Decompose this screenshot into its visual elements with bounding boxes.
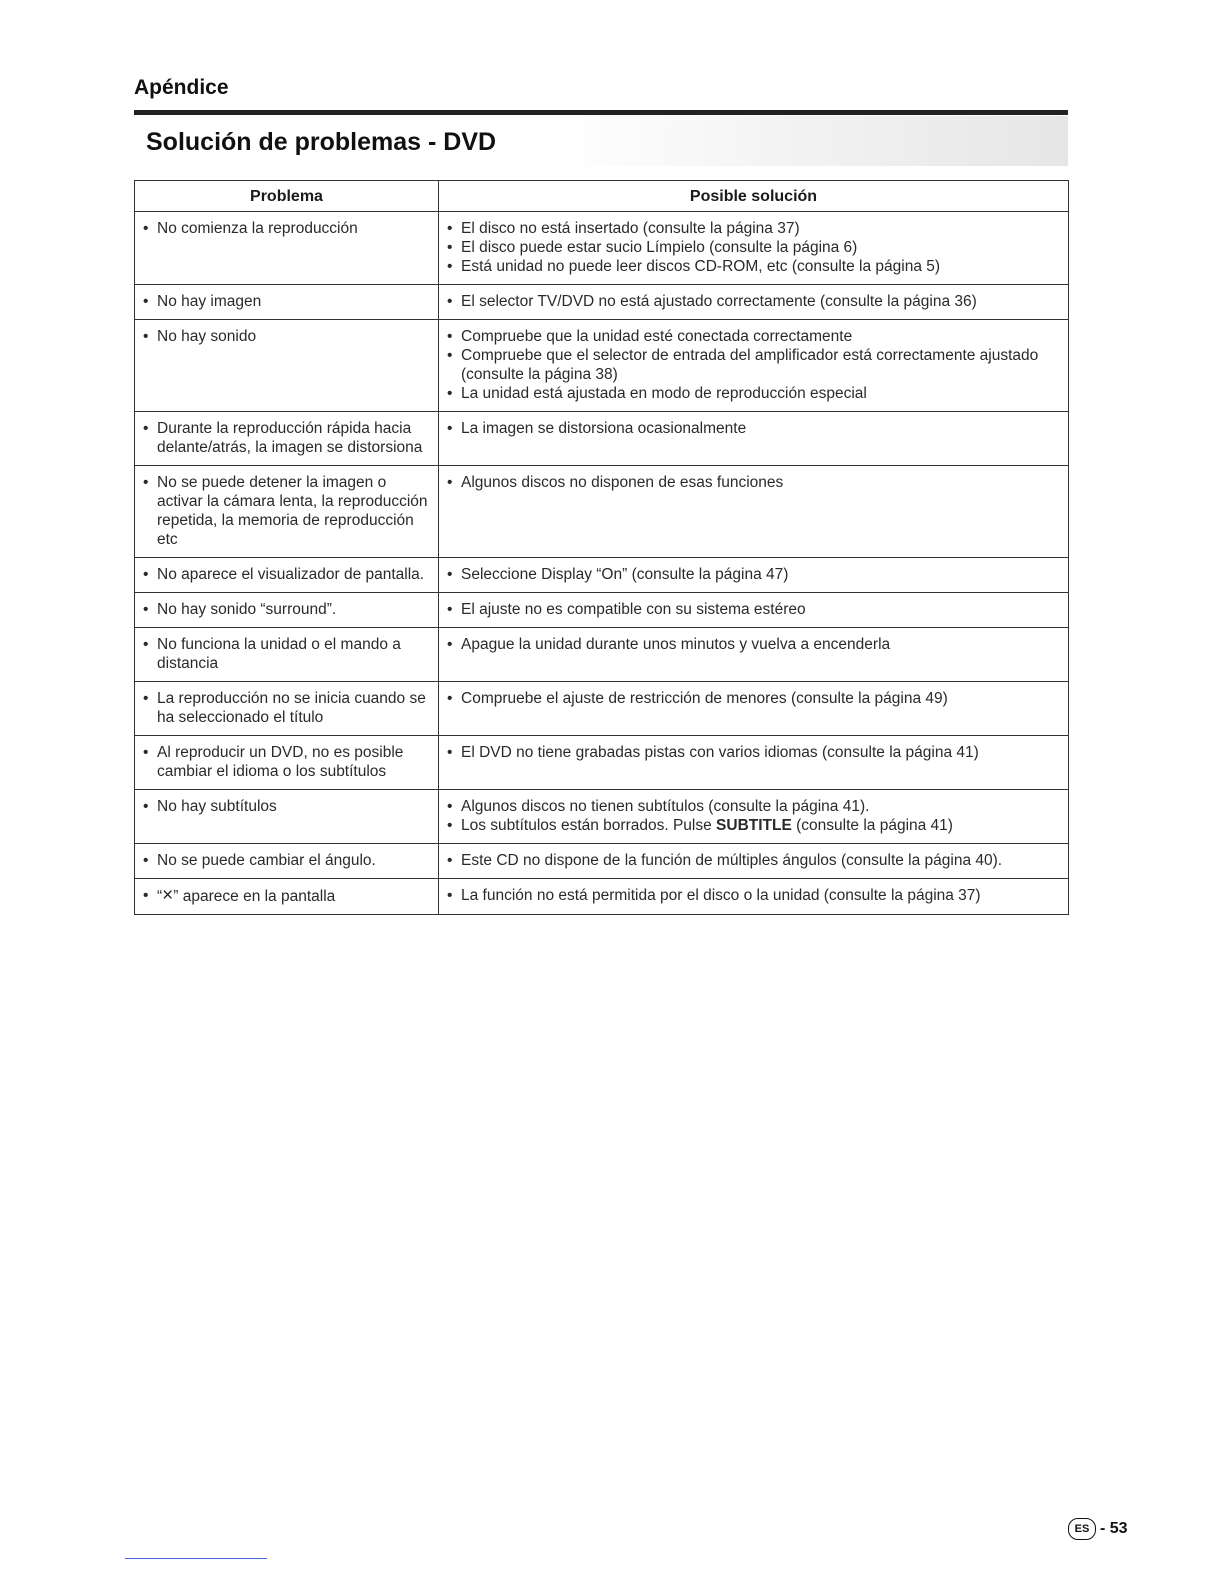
solution-cell: [439, 558, 1069, 593]
problem-text: • No hay subtítulos: [141, 797, 430, 816]
problem-cell: [135, 628, 439, 682]
solution-item: • El disco puede estar sucio Límpielo (consulte la página 6): [445, 238, 1060, 257]
solution-cell: [439, 320, 1069, 412]
problem-text: [141, 886, 430, 906]
table-row: [135, 736, 1069, 790]
solution-cell: [439, 593, 1069, 628]
solution-cell: [439, 412, 1069, 466]
table-row: [135, 628, 1069, 682]
table-row: [135, 790, 1069, 844]
subtitle-button-label: SUBTITLE: [716, 817, 792, 834]
table-row: [135, 285, 1069, 320]
solution-item: • Compruebe el ajuste de restricción de menores (consulte la página 49): [445, 689, 1060, 708]
solution-item: • La imagen se distorsiona ocasionalmente: [445, 419, 1060, 438]
solution-item: • El DVD no tiene grabadas pistas con varios idiomas (consulte la página 41): [445, 743, 1060, 762]
problem-text: • No hay sonido “surround”.: [141, 600, 430, 619]
problem-cell: [135, 558, 439, 593]
problem-cell: [135, 879, 439, 915]
solution-item: [445, 816, 1060, 835]
problem-cell: [135, 285, 439, 320]
solution-item: • Algunos discos no tienen subtítulos (consulte la página 41).: [445, 797, 1060, 816]
table-row: [135, 320, 1069, 412]
problem-text: • No se puede detener la imagen o activar la cámara lenta, la reproducción repetida, la memoria de reproducción etc: [141, 473, 430, 549]
problem-text: • Durante la reproducción rápida hacia delante/atrás, la imagen se distorsiona: [141, 419, 430, 457]
solution-cell: [439, 844, 1069, 879]
page-title: Solución de problemas - DVD: [146, 128, 497, 156]
solution-cell: [439, 736, 1069, 790]
solution-item: • Apague la unidad durante unos minutos y vuelva a encenderla: [445, 635, 1060, 654]
problem-cell: [135, 844, 439, 879]
problem-text-rest: ” aparece en la pantalla: [173, 888, 336, 905]
language-badge-icon: ES: [1068, 1518, 1096, 1540]
solution-item: • Algunos discos no disponen de esas funciones: [445, 473, 1060, 492]
solution-item: • El disco no está insertado (consulte la página 37): [445, 219, 1060, 238]
page-number-text: - 53: [1100, 1520, 1128, 1537]
solution-cell: [439, 466, 1069, 558]
problem-cell: [135, 593, 439, 628]
column-header-solution: Posible solución: [439, 181, 1069, 212]
problem-text: • No se puede cambiar el ángulo.: [141, 851, 430, 870]
problem-text: • No comienza la reproducción: [141, 219, 430, 238]
solution-item: • Este CD no dispone de la función de múltiples ángulos (consulte la página 40).: [445, 851, 1060, 870]
prohibited-icon: ×: [162, 885, 174, 906]
table-header-row: [135, 181, 1069, 212]
solution-cell: [439, 879, 1069, 915]
solution-text: (consulte la página 41): [791, 817, 953, 834]
solution-item: • La unidad está ajustada en modo de reproducción especial: [445, 384, 1060, 403]
table-row: [135, 682, 1069, 736]
problem-text: • No hay imagen: [141, 292, 430, 311]
problem-text: • No aparece el visualizador de pantalla.: [141, 565, 430, 584]
problem-text: • La reproducción no se inicia cuando se ha seleccionado el título: [141, 689, 430, 727]
problem-cell: [135, 790, 439, 844]
table-row: [135, 593, 1069, 628]
solution-cell: [439, 212, 1069, 285]
problem-text-quote: “: [157, 888, 163, 905]
problem-text: • No funciona la unidad o el mando a distancia: [141, 635, 430, 673]
problem-cell: [135, 736, 439, 790]
table-row: [135, 212, 1069, 285]
problem-cell: [135, 412, 439, 466]
table-row: [135, 844, 1069, 879]
troubleshooting-table: [134, 180, 1069, 915]
problem-text: • Al reproducir un DVD, no es posible cambiar el idioma o los subtítulos: [141, 743, 430, 781]
solution-item: • El ajuste no es compatible con su sistema estéreo: [445, 600, 1060, 619]
solution-cell: [439, 682, 1069, 736]
problem-cell: [135, 682, 439, 736]
table-row: [135, 879, 1069, 915]
problem-cell: [135, 212, 439, 285]
header-rule: [134, 110, 1068, 115]
footer-line: [125, 1558, 267, 1559]
solution-cell: [439, 790, 1069, 844]
solution-cell: [439, 285, 1069, 320]
solution-text: Los subtítulos están borrados. Pulse: [461, 817, 717, 834]
solution-item: • Compruebe que el selector de entrada del amplificador está correctamente ajustado (consulte la página 38): [445, 346, 1060, 384]
table-row: [135, 412, 1069, 466]
problem-cell: [135, 466, 439, 558]
solution-item: • El selector TV/DVD no está ajustado correctamente (consulte la página 36): [445, 292, 1060, 311]
column-header-problem: Problema: [135, 181, 439, 212]
solution-item: • Seleccione Display “On” (consulte la página 47): [445, 565, 1060, 584]
problem-text: • No hay sonido: [141, 327, 430, 346]
table-row: [135, 558, 1069, 593]
problem-cell: [135, 320, 439, 412]
solution-item: • Compruebe que la unidad esté conectada correctamente: [445, 327, 1060, 346]
page-number: [1068, 1518, 1128, 1540]
solution-item: • Está unidad no puede leer discos CD-ROM, etc (consulte la página 5): [445, 257, 1060, 276]
solution-item: • La función no está permitida por el disco o la unidad (consulte la página 37): [445, 886, 1060, 905]
section-label: Apéndice: [134, 76, 229, 99]
solution-cell: [439, 628, 1069, 682]
table-row: [135, 466, 1069, 558]
